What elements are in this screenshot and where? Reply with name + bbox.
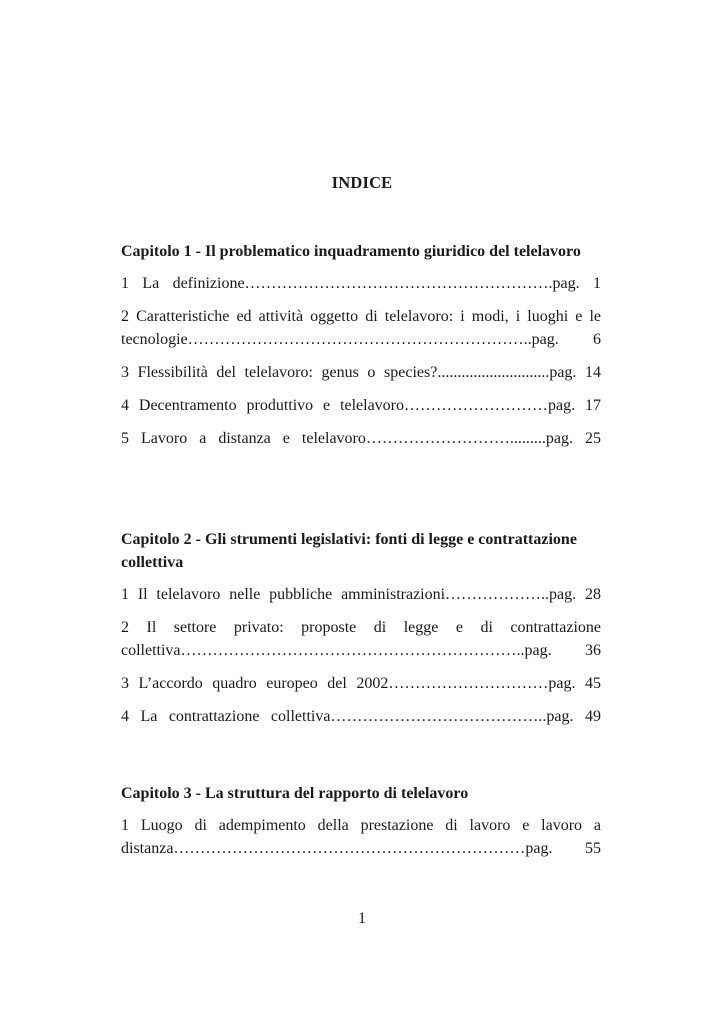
page-number: 1 bbox=[358, 910, 366, 927]
chapter-title: Capitolo 1 - Il problematico inquadramento giuridico del telelavoro bbox=[121, 243, 581, 260]
page-title: INDICE bbox=[331, 173, 393, 192]
toc-entry: 1 Luogo di adempimento della prestazione di lavoro e lavoro a distanza…………………………………………………………pag. 55 bbox=[121, 817, 601, 857]
toc-entry: 2 Il settore privato: proposte di legge e di contrattazione collettiva………………………………………………………..pag. 36 bbox=[121, 619, 601, 659]
toc-entry: 2 Caratteristiche ed attività oggetto di telelavoro: i modi, i luoghi e le tecnologie………………………………………………………..pag. 6 bbox=[121, 308, 601, 348]
chapter-title: Capitolo 2 - Gli strumenti legislativi: fonti di legge e contrattazione collettiva bbox=[121, 531, 577, 571]
chapter-3 bbox=[121, 782, 601, 870]
toc-entry: 4 La contrattazione collettiva…………………………………..pag. 49 bbox=[121, 708, 601, 725]
toc-entry: 4 Decentramento produttivo e telelavoro………………………pag. 17 bbox=[121, 397, 601, 414]
toc-entry: 3 L’accordo quadro europeo del 2002…………………………pag. 45 bbox=[121, 675, 601, 692]
chapter-title: Capitolo 3 - La struttura del rapporto di telelavoro bbox=[121, 785, 469, 802]
toc-entry: 1 Il telelavoro nelle pubbliche amministrazioni………………..pag. 28 bbox=[121, 586, 601, 603]
toc-entry: 1 La definizione………………………………………………….pag. 1 bbox=[121, 275, 601, 292]
chapter-2 bbox=[121, 528, 601, 738]
toc-entry: 3 Flessibilità del telelavoro: genus o species?............................pag. 14 bbox=[121, 364, 601, 381]
chapter-1 bbox=[121, 240, 601, 460]
toc-entry: 5 Lavoro a distanza e telelavoro……………………….........pag. 25 bbox=[121, 430, 601, 447]
